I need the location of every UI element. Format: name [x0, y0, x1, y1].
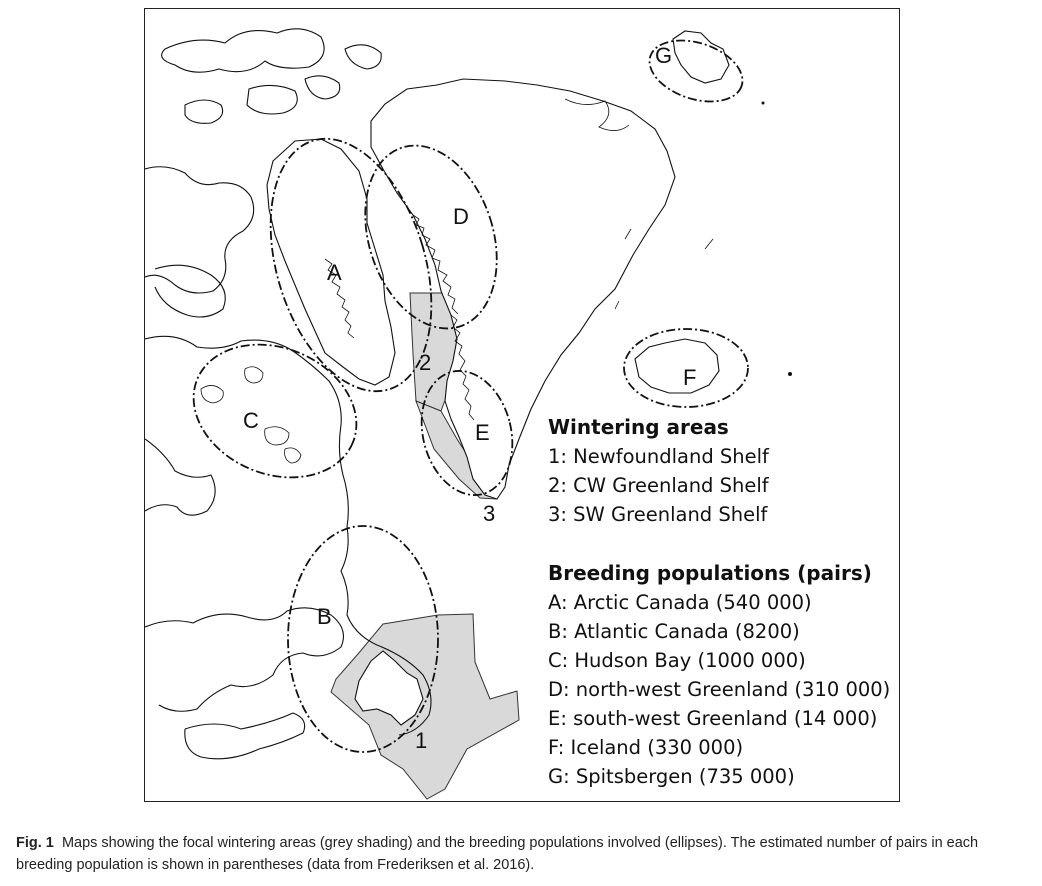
caption-label: Fig. 1 — [16, 835, 54, 851]
legend-wintering-item: 3: SW Greenland Shelf — [548, 503, 768, 526]
legend-wintering — [548, 413, 769, 529]
legend-breeding-item: B: Atlantic Canada (8200) — [548, 620, 800, 643]
label-shelf-2: 2 — [419, 350, 432, 375]
iceland-landmass — [635, 339, 719, 393]
legend-breeding-item: F: Iceland (330 000) — [548, 736, 744, 759]
bear-island — [762, 102, 765, 105]
legend-breeding-item: A: Arctic Canada (540 000) — [548, 591, 812, 614]
hudson-bay-west-shore — [145, 439, 215, 515]
nova-scotia-coast — [185, 713, 305, 759]
canadian-mainland-north — [145, 167, 254, 293]
figure-caption — [16, 832, 1036, 876]
label-f: F — [683, 365, 697, 390]
label-shelf-1: 1 — [415, 728, 428, 753]
faroe-islands — [788, 372, 792, 376]
legend-wintering-item: 1: Newfoundland Shelf — [548, 445, 769, 468]
label-c: C — [243, 408, 259, 433]
legend-wintering-item: 2: CW Greenland Shelf — [548, 474, 769, 497]
arctic-islands-north — [162, 29, 382, 124]
label-b: B — [317, 604, 332, 629]
legend-breeding — [548, 559, 890, 791]
label-g: G — [655, 43, 673, 68]
label-e: E — [475, 420, 490, 445]
caption-text: Maps showing the focal wintering areas (grey shading) and the breeding populations involved (ellipses). The estimated number of pairs in each breeding population is shown in parentheses (data from Frederiksen et al. 2016). — [16, 835, 979, 873]
label-d: D — [453, 204, 469, 229]
legend-wintering-title: Wintering areas — [548, 415, 729, 439]
legend-breeding-item: D: north-west Greenland (310 000) — [548, 678, 891, 701]
spitsbergen-landmass — [673, 31, 729, 83]
label-a: A — [327, 260, 342, 285]
shelf-1-newfoundland — [331, 614, 519, 799]
foxe-peninsula — [155, 265, 225, 317]
legend-breeding-item: G: Spitsbergen (735 000) — [548, 765, 795, 788]
legend-breeding-item: E: south-west Greenland (14 000) — [548, 707, 878, 730]
legend-breeding-item: C: Hudson Bay (1000 000) — [548, 649, 806, 672]
legend-breeding-title: Breeding populations (pairs) — [548, 561, 872, 585]
label-shelf-3: 3 — [483, 501, 496, 526]
gulf-st-lawrence-coast — [145, 608, 343, 711]
